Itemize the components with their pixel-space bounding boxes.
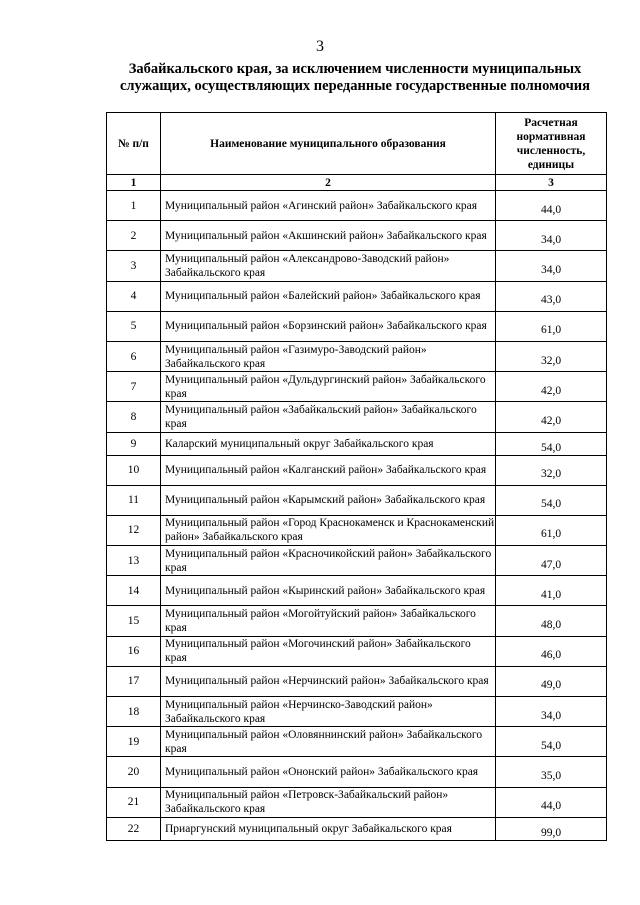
municipality-name: Муниципальный район «Забайкальский район» Забайкальского края [161,402,496,432]
row-number: 14 [107,576,161,606]
table-row [107,432,607,455]
municipality-name: Муниципальный район «Могочинский район» Забайкальского края [161,636,496,666]
table-row [107,606,607,636]
municipality-name: Муниципальный район «Город Краснокаменск и Краснокаменский район» Забайкальского края [161,515,496,545]
table-body [107,191,607,841]
table-row [107,191,607,221]
title-line-1: Забайкальского края, за исключением численности муниципальных [128,61,582,77]
row-number: 9 [107,432,161,455]
title-line-2: служащих, осуществляющих переданные государственные полномочия [119,78,591,94]
row-number: 3 [107,251,161,281]
table-row [107,402,607,432]
staffing-value: 46,0 [496,636,607,666]
column-number-1: 1 [107,175,161,191]
row-number: 5 [107,311,161,341]
staffing-value: 34,0 [496,221,607,251]
row-number: 7 [107,372,161,402]
staffing-value: 32,0 [496,455,607,485]
column-number-3: 3 [496,175,607,191]
table-row [107,485,607,515]
row-number: 18 [107,697,161,727]
municipality-name: Муниципальный район «Нерчинский район» Забайкальского края [161,666,496,696]
table-row [107,341,607,371]
row-number: 6 [107,341,161,371]
municipality-name: Каларский муниципальный округ Забайкальского края [161,432,496,455]
municipality-name: Муниципальный район «Нерчинско-Заводский район» Забайкальского края [161,697,496,727]
staffing-value: 44,0 [496,191,607,221]
staffing-value: 54,0 [496,432,607,455]
staffing-value: 32,0 [496,341,607,371]
table-row [107,817,607,840]
row-number: 10 [107,455,161,485]
header-value: Расчетная нормативная численность, единицы [496,113,607,175]
table-column-numbers-row [107,175,607,191]
municipality-name: Муниципальный район «Красночикойский район» Забайкальского края [161,546,496,576]
municipality-name: Муниципальный район «Агинский район» Забайкальского края [161,191,496,221]
row-number: 4 [107,281,161,311]
row-number: 13 [107,546,161,576]
municipality-name: Муниципальный район «Акшинский район» Забайкальского края [161,221,496,251]
table-row [107,251,607,281]
staffing-value: 99,0 [496,817,607,840]
table-row [107,372,607,402]
row-number: 16 [107,636,161,666]
municipality-name: Муниципальный район «Калганский район» Забайкальского края [161,455,496,485]
table-row [107,787,607,817]
row-number: 2 [107,221,161,251]
row-number: 8 [107,402,161,432]
municipality-name: Муниципальный район «Могойтуйский район» Забайкальского края [161,606,496,636]
municipality-name: Муниципальный район «Карымский район» Забайкальского края [161,485,496,515]
municipality-name: Муниципальный район «Оловяннинский район» Забайкальского края [161,727,496,757]
header-name: Наименование муниципального образования [161,113,496,175]
row-number: 17 [107,666,161,696]
staffing-value: 34,0 [496,697,607,727]
staffing-table [106,112,607,841]
staffing-value: 44,0 [496,787,607,817]
table-row [107,697,607,727]
table-row [107,221,607,251]
municipality-name: Муниципальный район «Борзинский район» Забайкальского края [161,311,496,341]
row-number: 1 [107,191,161,221]
municipality-name: Муниципальный район «Александрово-Заводский район» Забайкальского края [161,251,496,281]
row-number: 21 [107,787,161,817]
staffing-value: 61,0 [496,515,607,545]
table-row [107,546,607,576]
table-row [107,727,607,757]
table-row [107,455,607,485]
staffing-value: 34,0 [496,251,607,281]
staffing-value: 61,0 [496,311,607,341]
staffing-value: 42,0 [496,372,607,402]
row-number: 12 [107,515,161,545]
table-header-row [107,113,607,175]
table-row [107,281,607,311]
table-row [107,515,607,545]
header-number: № п/п [107,113,161,175]
staffing-value: 48,0 [496,606,607,636]
staffing-value: 41,0 [496,576,607,606]
staffing-value: 43,0 [496,281,607,311]
document-title [95,61,615,95]
table-row [107,666,607,696]
page-number: 3 [316,38,324,55]
municipality-name: Приаргунский муниципальный округ Забайкальского края [161,817,496,840]
municipality-name: Муниципальный район «Ононский район» Забайкальского края [161,757,496,787]
municipality-name: Муниципальный район «Балейский район» Забайкальского края [161,281,496,311]
table-row [107,311,607,341]
staffing-value: 47,0 [496,546,607,576]
row-number: 22 [107,817,161,840]
row-number: 11 [107,485,161,515]
municipality-name: Муниципальный район «Петровск-Забайкальский район» Забайкальского края [161,787,496,817]
municipality-name: Муниципальный район «Кыринский район» Забайкальского края [161,576,496,606]
staffing-value: 49,0 [496,666,607,696]
table-row [107,757,607,787]
staffing-value: 42,0 [496,402,607,432]
staffing-value: 35,0 [496,757,607,787]
staffing-value: 54,0 [496,485,607,515]
row-number: 19 [107,727,161,757]
table-row [107,576,607,606]
municipality-name: Муниципальный район «Дульдургинский район» Забайкальского края [161,372,496,402]
column-number-2: 2 [161,175,496,191]
municipality-name: Муниципальный район «Газимуро-Заводский район» Забайкальского края [161,341,496,371]
table-row [107,636,607,666]
row-number: 20 [107,757,161,787]
row-number: 15 [107,606,161,636]
staffing-value: 54,0 [496,727,607,757]
